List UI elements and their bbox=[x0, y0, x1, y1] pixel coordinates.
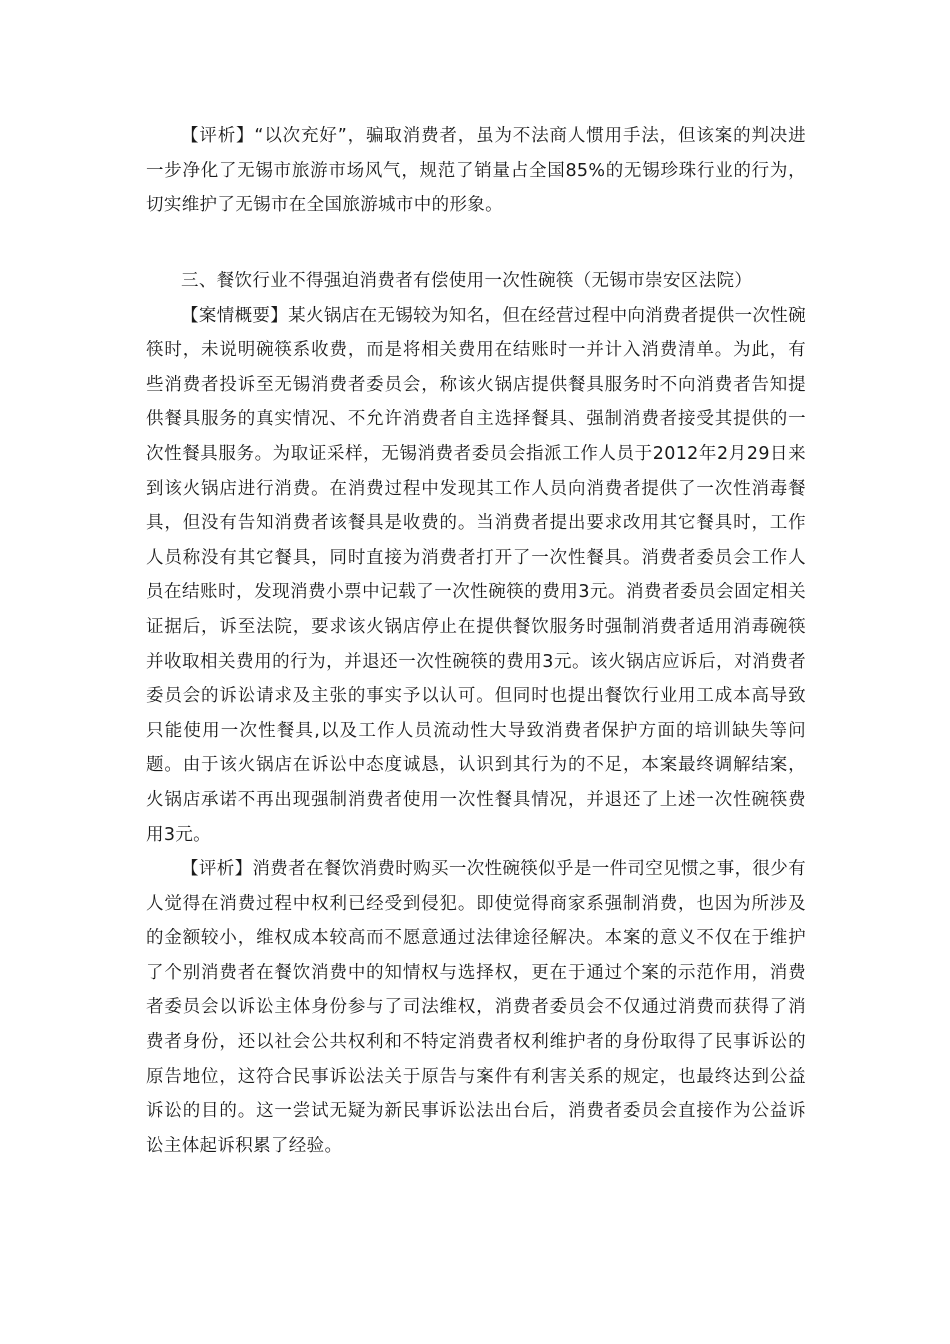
case-section-3 bbox=[146, 264, 806, 1163]
case-summary-paragraph: 【案情概要】某火锅店在无锡较为知名，但在经营过程中向消费者提供一次性碗筷时，未说明碗筷系收费，而是将相关费用在结账时一并计入消费清单。为此，有些消费者投诉至无锡消费者委员会，称该火锅店提供餐具服务时不向消费者告知提供餐具服务的真实情况、不允许消费者自主选择餐具、强制消费者接受其提供的一次性餐具服务。为取证采样，无锡消费者委员会指派工作人员于2012年2月29日来到该火锅店进行消费。在消费过程中发现其工作人员向消费者提供了一次性消毒餐具，但没有告知消费者该餐具是收费的。当消费者提出要求改用其它餐具时，工作人员称没有其它餐具，同时直接为消费者打开了一次性餐具。消费者委员会工作人员在结账时，发现消费小票中记载了一次性碗筷的费用3元。消费者委员会固定相关证据后，诉至法院，要求该火锅店停止在提供餐饮服务时强制消费者适用消毒碗筷并收取相关费用的行为，并退还一次性碗筷的费用3元。该火锅店应诉后，对消费者委员会的诉讼请求及主张的事实予以认可。但同时也提出餐饮行业用工成本高导致只能使用一次性餐具,以及工作人员流动性大导致消费者保护方面的培训缺失等问题。由于该火锅店在诉讼中态度诚恳，认识到其行为的不足，本案最终调解结案，火锅店承诺不再出现强制消费者使用一次性餐具情况，并退还了上述一次性碗筷费用3元。 bbox=[146, 305, 806, 845]
commentary-paragraph-2: 【评析】消费者在餐饮消费时购买一次性碗筷似乎是一件司空见惯之事，很少有人觉得在消费过程中权利已经受到侵犯。即使觉得商家系强制消费，也因为所涉及的金额较小，维权成本较高而不愿意通过法律途径解决。本案的意义不仅在于维护了个别消费者在餐饮消费中的知情权与选择权，更在于通过个案的示范作用，消费者委员会以诉讼主体身份参与了司法维权，消费者委员会不仅通过消费而获得了消费者身份，还以社会公共权利和不特定消费者权利维护者的身份取得了民事诉讼的原告地位，这符合民事诉讼法关于原告与案件有利害关系的规定，也最终达到公益诉讼的目的。这一尝试无疑为新民事诉讼法出台后，消费者委员会直接作为公益诉讼主体起诉积累了经验。 bbox=[146, 859, 806, 1156]
section-heading: 三、餐饮行业不得强迫消费者有偿使用一次性碗筷（无锡市崇安区法院） bbox=[181, 271, 753, 291]
commentary-paragraph-1: 【评析】“以次充好”，骗取消费者，虽为不法商人惯用手法，但该案的判决进一步净化了无锡市旅游市场风气，规范了销量占全国85%的无锡珍珠行业的行为，切实维护了无锡市在全国旅游城市中的形象。 bbox=[146, 126, 806, 216]
commentary-section-1 bbox=[146, 119, 806, 223]
